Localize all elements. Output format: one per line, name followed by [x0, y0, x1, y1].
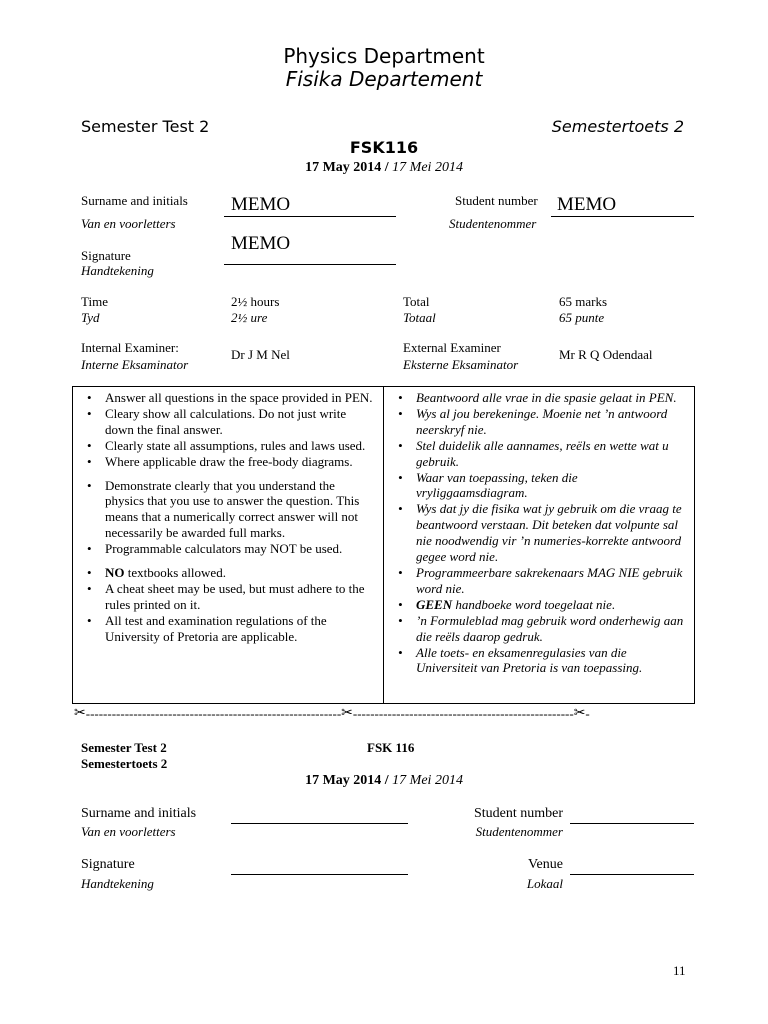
instruction-item: • Programmable calculators may NOT be used.: [87, 541, 343, 557]
instruction-item-af: • ’n Formuleblad mag gebruik word onderhewig aan die reëls daarop gedruk.: [398, 612, 684, 644]
bullet-icon: •: [398, 564, 403, 580]
bullet-icon: •: [398, 596, 403, 612]
student-number-label-af: Studentenommer: [449, 216, 537, 231]
department-title-af: Fisika Departement: [285, 67, 483, 91]
total-label: Total: [403, 294, 430, 309]
instruction-item-af: • Wys dat jy die fisika wat jy gebruik om die vraag te beantwoord verstaan. Dit beteken dat volpunte sal nie noodwendig vir ’n numeries-korrekte antwoord gegee word nie.: [398, 501, 682, 565]
instructions-box: [72, 386, 695, 704]
instruction-item: • All test and examination regulations of the University of Pretoria are applicable.: [87, 612, 327, 644]
bullet-icon: •: [398, 612, 403, 628]
slip-signature-label: Signature: [81, 857, 135, 872]
test-date-en: 17 May 2014 /: [305, 160, 389, 175]
slip-venue-label: Venue: [528, 857, 563, 872]
scissors-icon: ✂: [573, 706, 586, 721]
surname-label-af: Van en voorletters: [81, 216, 176, 231]
instruction-item: • Answer all questions in the space provided in PEN.: [87, 390, 373, 405]
student-number-label: Student number: [455, 193, 538, 208]
bullet-icon: •: [87, 390, 92, 405]
external-examiner-label-af: Eksterne Eksaminator: [403, 357, 519, 372]
slip-signature-field[interactable]: [231, 874, 408, 875]
internal-examiner-label: Internal Examiner:: [81, 340, 179, 355]
total-label-af: Totaal: [403, 310, 436, 325]
department-title: Physics Department: [283, 44, 485, 68]
time-value-af: 2½ ure: [231, 310, 268, 325]
bullet-icon: •: [87, 477, 92, 493]
surname-value: MEMO: [231, 194, 291, 215]
total-value: 65 marks: [559, 294, 608, 309]
bullet-icon: •: [87, 437, 92, 453]
instructions-divider: [383, 387, 384, 703]
instruction-item-af: • Stel duidelik alle aannames, reëls en wette wat u gebruik.: [398, 437, 669, 469]
signature-value: MEMO: [231, 233, 291, 254]
signature-label: Signature: [81, 248, 131, 263]
slip-surname-field[interactable]: [231, 823, 408, 824]
bullet-icon: •: [398, 390, 403, 405]
external-examiner-value: Mr R Q Odendaal: [559, 347, 653, 362]
slip-date-af: 17 Mei 2014: [392, 773, 463, 788]
bullet-icon: •: [398, 644, 403, 660]
course-code: FSK116: [349, 138, 419, 157]
internal-examiner-label-af: Interne Eksaminator: [81, 357, 189, 372]
bullet-icon: •: [398, 405, 403, 421]
student-number-underline: [551, 216, 694, 217]
slip-date: [0, 773, 768, 789]
slip-signature-label-af: Handtekening: [81, 876, 154, 891]
cut-dashes: ---------------------------------------------------: [352, 706, 574, 721]
surname-underline: [224, 216, 396, 217]
signature-underline: [224, 264, 396, 265]
cut-line: [74, 706, 698, 724]
scissors-icon: ✂: [341, 706, 353, 721]
instruction-item-af: • Alle toets- en eksamenregulasies van die Universiteit van Pretoria is van toepassing.: [398, 644, 643, 676]
student-number-value: MEMO: [557, 194, 617, 215]
instruction-item-af: • Beantwoord alle vrae in die spasie gelaat in PEN.: [398, 390, 677, 405]
bullet-icon: •: [398, 469, 403, 485]
test-date-af: 17 Mei 2014: [392, 160, 463, 175]
bullet-icon: •: [398, 501, 403, 517]
slip-test-title: Semester Test 2: [81, 740, 167, 755]
slip-student-number-label: Student number: [473, 806, 563, 821]
instruction-item: • A cheat sheet may be used, but must adhere to the rules printed on it.: [87, 580, 365, 612]
instruction-item-af: • Programmeerbare sakrekenaars MAG NIE gebruik word nie.: [398, 564, 683, 596]
slip-surname-label: Surname and initials: [81, 806, 197, 821]
time-label-af: Tyd: [81, 310, 100, 325]
cut-dashes: -----------------------------------------------------------: [85, 706, 342, 721]
test-title: Semester Test 2: [81, 117, 210, 136]
page-number: 11: [673, 963, 686, 978]
total-value-af: 65 punte: [559, 310, 605, 325]
slip-venue-field[interactable]: [570, 874, 694, 875]
bullet-icon: •: [87, 541, 92, 557]
slip-venue-label-af: Lokaal: [526, 876, 563, 891]
instruction-item: • Where applicable draw the free-body diagrams.: [87, 453, 353, 469]
time-value: 2½ hours: [231, 294, 280, 309]
bullet-icon: •: [87, 453, 92, 469]
instruction-item: • Clearly state all assumptions, rules and laws used.: [87, 437, 366, 453]
signature-label-af: Handtekening: [81, 263, 154, 278]
slip-course-code: FSK 116: [367, 740, 415, 755]
instruction-item: • Demonstrate clearly that you understand the physics that you use to answer the question. This means that a numerically correct answer will not necessarily be awarded full marks.: [87, 477, 360, 541]
bullet-icon: •: [87, 580, 92, 596]
slip-date-en: 17 May 2014 /: [305, 773, 389, 788]
slip-student-number-label-af: Studentenommer: [475, 824, 563, 839]
instruction-item-af: • Waar van toepassing, teken die vryliggaamsdiagram.: [398, 469, 578, 501]
slip-student-number-field[interactable]: [570, 823, 694, 824]
bullet-icon: •: [87, 405, 92, 421]
bullet-icon: •: [87, 612, 92, 628]
instructions-af: [388, 390, 688, 676]
internal-examiner-value: Dr J M Nel: [231, 347, 290, 362]
scissors-icon: ✂: [74, 706, 86, 721]
bullet-icon: •: [87, 565, 92, 581]
time-label: Time: [81, 294, 108, 309]
instruction-item: • NO textbooks allowed.: [87, 565, 226, 581]
instruction-item-af: • GEEN handboeke word toegelaat nie.: [398, 596, 616, 612]
test-date: [0, 160, 768, 176]
bullet-icon: •: [398, 437, 403, 453]
test-title-af: Semestertoets 2: [551, 117, 684, 136]
instruction-item-af: • Wys al jou berekeninge. Moenie net ’n antwoord neerskryf nie.: [398, 405, 668, 437]
slip-test-title-af: Semestertoets 2: [81, 756, 168, 771]
external-examiner-label: External Examiner: [403, 340, 501, 355]
slip-surname-label-af: Van en voorletters: [81, 824, 176, 839]
surname-label: Surname and initials: [81, 193, 188, 208]
instruction-item: • Cleary show all calculations. Do not just write down the final answer.: [87, 405, 347, 437]
instructions-en: [77, 390, 377, 645]
cut-dashes: -: [585, 706, 590, 721]
